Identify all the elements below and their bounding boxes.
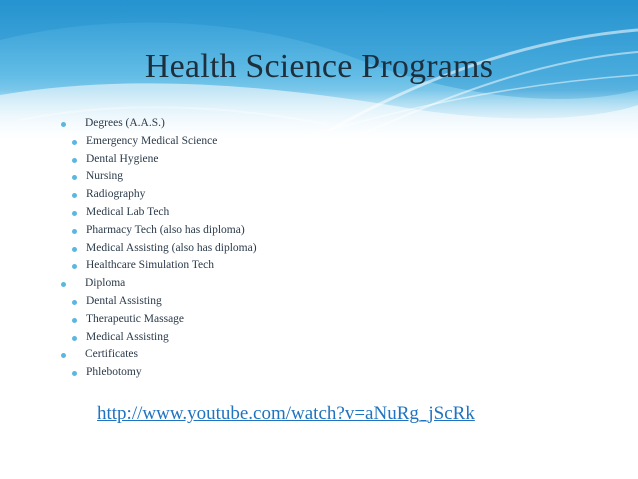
list-item xyxy=(52,133,612,151)
bullet-icon xyxy=(72,211,77,216)
bullet-icon xyxy=(72,336,77,341)
degree-program: Medical Assisting (also has diploma) xyxy=(86,241,257,254)
bullet-icon xyxy=(72,318,77,323)
degrees-label: Degrees (A.A.S.) xyxy=(85,117,165,129)
bullet-icon xyxy=(72,175,77,180)
bullet-icon xyxy=(72,140,77,145)
list-item xyxy=(52,222,612,240)
degree-program: Radiography xyxy=(86,188,146,201)
bullet-icon xyxy=(72,193,77,198)
bullet-icon xyxy=(72,158,77,163)
degree-program: Medical Lab Tech xyxy=(86,205,170,218)
list-item xyxy=(52,257,612,275)
bullet-icon xyxy=(72,247,77,252)
bullet-icon xyxy=(61,122,66,127)
degree-program: Healthcare Simulation Tech xyxy=(86,259,214,272)
list-item-degrees xyxy=(52,115,612,133)
diploma-program: Medical Assisting xyxy=(86,330,169,343)
list-item xyxy=(52,186,612,204)
bullet-icon xyxy=(72,264,77,269)
list-item-certificates xyxy=(52,346,612,364)
bullet-icon xyxy=(72,371,77,376)
list-item xyxy=(52,311,612,329)
degree-program: Nursing xyxy=(86,170,124,183)
list-item xyxy=(52,204,612,222)
list-item xyxy=(52,329,612,347)
list-item-diploma xyxy=(52,275,612,293)
list-item xyxy=(52,151,612,169)
list-item xyxy=(52,364,612,382)
bullet-icon xyxy=(61,282,66,287)
list-item xyxy=(52,240,612,258)
degree-program: Dental Hygiene xyxy=(86,152,159,165)
diploma-label: Diploma xyxy=(85,277,126,290)
bullet-icon xyxy=(72,229,77,234)
slide-title: Health Science Programs xyxy=(144,48,494,85)
program-list xyxy=(52,115,612,382)
list-item xyxy=(52,293,612,311)
list-item xyxy=(52,168,612,186)
diploma-program: Dental Assisting xyxy=(86,294,162,307)
bullet-icon xyxy=(72,300,77,305)
degree-program: Pharmacy Tech (also has diploma) xyxy=(86,223,245,236)
youtube-link[interactable]: http://www.youtube.com/watch?v=aNuRg_jScRk xyxy=(97,403,475,424)
diploma-program: Therapeutic Massage xyxy=(86,312,185,325)
bullet-icon xyxy=(61,353,66,358)
degree-program: Emergency Medical Science xyxy=(86,134,218,147)
certificate-program: Phlebotomy xyxy=(86,366,142,379)
certificates-label: Certificates xyxy=(85,348,139,361)
